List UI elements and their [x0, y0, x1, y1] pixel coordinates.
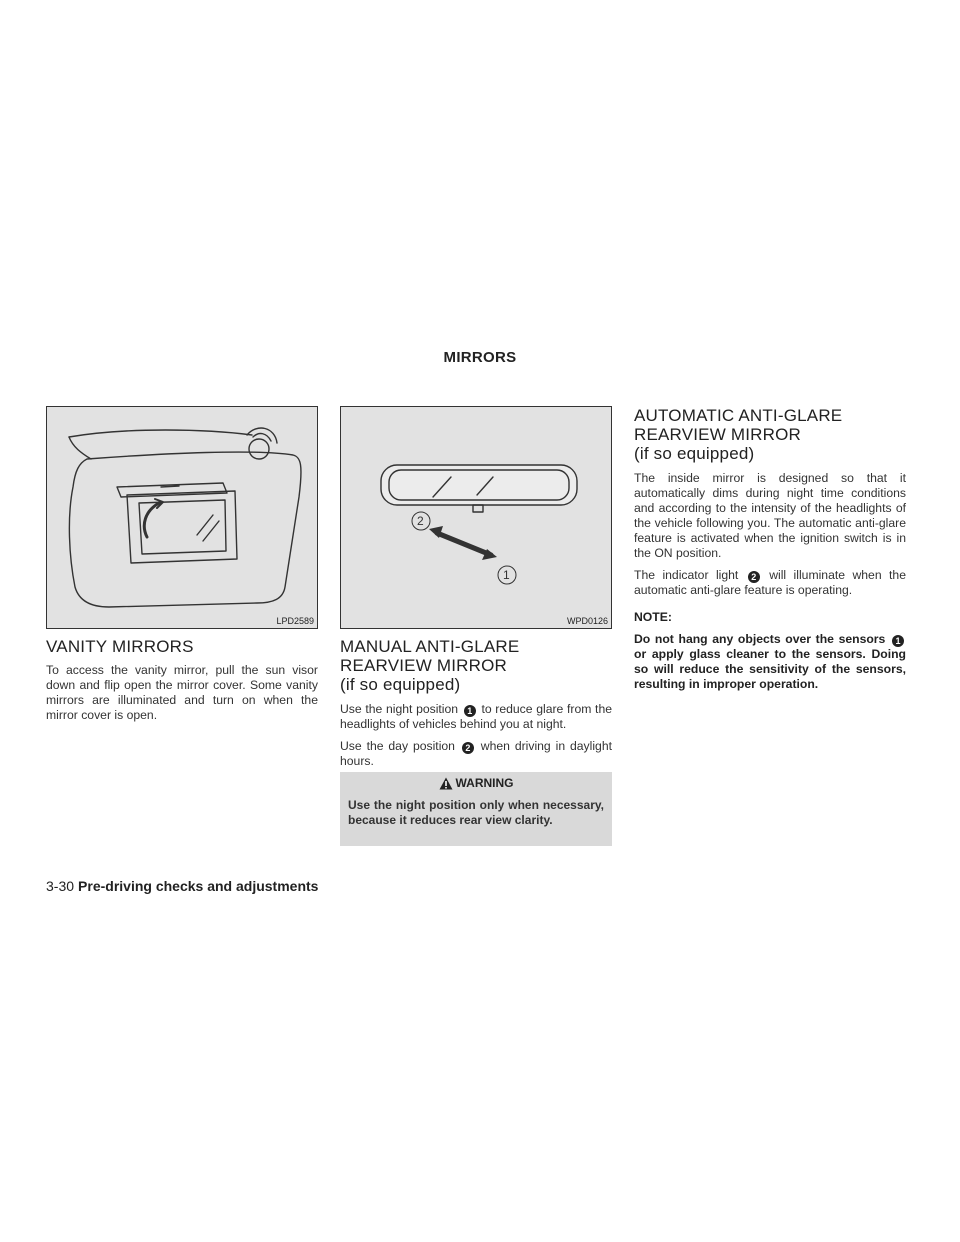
text: to reduce glare from the headlights of vehicles behind you at night.: [340, 702, 612, 731]
figure-code: WPD0126: [566, 616, 608, 626]
callout-2: 2: [417, 514, 424, 528]
rearview-mirror-illustration: [341, 407, 611, 628]
callout-1: 1: [503, 568, 510, 582]
callout-number-2: 2: [748, 571, 760, 583]
text: The indicator light: [634, 568, 739, 582]
manual-paragraph-day: [340, 739, 612, 769]
text: or apply glass cleaner to the sensors. Doing so will reduce the sensitivity of the sensors, resulting in improper operation.: [634, 647, 906, 691]
chapter-title: Pre-driving checks and adjustments: [78, 878, 319, 894]
warning-body: Use the night position only when necessary, because it reduces rear view clarity.: [348, 798, 604, 827]
callout-number-1: 1: [892, 635, 904, 647]
figure-rearview-mirror: [340, 406, 612, 629]
manual-mirror-heading: [340, 637, 612, 694]
automatic-heading-sub: (if so equipped): [634, 444, 755, 463]
automatic-paragraph-indicator: [634, 568, 906, 598]
automatic-mirror-heading: [634, 406, 906, 463]
text: when driving in daylight hours.: [340, 739, 612, 768]
manual-mirror-section: [340, 637, 612, 769]
warning-box: [340, 772, 612, 846]
note-label: NOTE:: [634, 610, 672, 624]
page-footer: [46, 878, 318, 894]
automatic-paragraph-1: The inside mirror is designed so that it automatically dims during night time conditions and according to the intensity of the headlights of the vehicle following you. The automatic anti-glare feature is activated when the ignition switch is in the ON position.: [634, 471, 906, 560]
automatic-mirror-section: [634, 406, 906, 692]
warning-triangle-icon: [439, 777, 453, 790]
page-number: 3-30: [46, 878, 75, 894]
sun-visor-vanity-mirror-illustration: [47, 407, 317, 628]
figure-vanity-mirror: [46, 406, 318, 629]
vanity-mirrors-heading: VANITY MIRRORS: [46, 637, 194, 656]
automatic-heading-main: AUTOMATIC ANTI-GLARE REARVIEW MIRROR: [634, 406, 843, 444]
vanity-mirrors-body: To access the vanity mirror, pull the sun visor down and flip open the mirror cover. Some vanity mirrors are illuminated and turn on when the mirror cover is open.: [46, 663, 318, 722]
callout-number-1: 1: [464, 705, 476, 717]
callout-number-2: 2: [462, 742, 474, 754]
warning-title: WARNING: [455, 776, 514, 790]
vanity-mirrors-section: [46, 637, 318, 723]
warning-header: [348, 776, 604, 790]
text: Use the day position: [340, 739, 455, 753]
figure-code: LPD2589: [276, 616, 314, 626]
note-body: [634, 632, 906, 692]
text: Do not hang any objects over the sensors: [634, 632, 886, 646]
manual-heading-main: MANUAL ANTI-GLARE REARVIEW MIRROR: [340, 637, 520, 675]
manual-paragraph-night: [340, 702, 612, 732]
manual-heading-sub: (if so equipped): [340, 675, 461, 694]
section-title: MIRRORS: [443, 349, 517, 366]
text: will illuminate when the automatic anti-glare feature is operating.: [634, 568, 906, 597]
text: Use the night position: [340, 702, 459, 716]
